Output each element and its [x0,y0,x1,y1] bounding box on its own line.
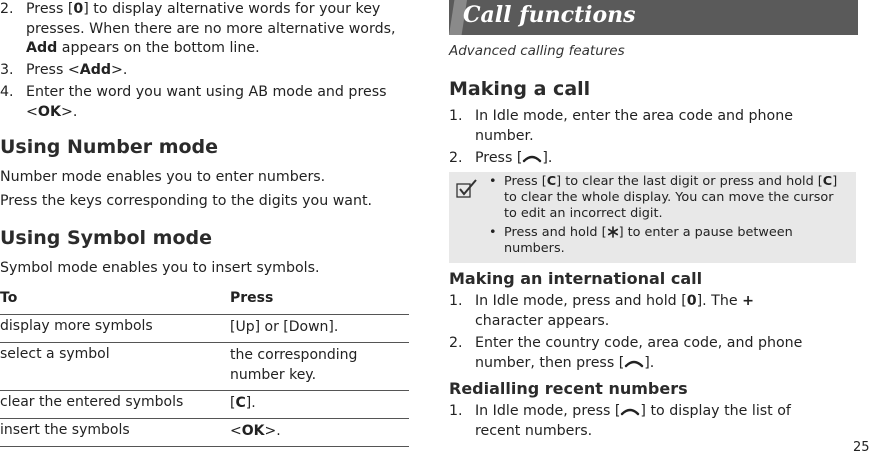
step-text: Press [0] to display alternative words for your key presses. When there are no more alternative words, Add appears on the bottom line. [26,1,396,56]
step-text: In Idle mode, press and hold [0]. The + character appears. [475,293,754,329]
note-box [449,172,856,263]
checkmark-icon [456,178,478,198]
number-mode-heading: Using Number mode [0,136,219,158]
table-row [0,390,409,411]
step-number: 2. [449,150,463,166]
table-cell-press: <OK>. [230,423,281,439]
note-item: • Press [C] to clear the last digit or press and hold [C] to clear the whole display. You can move the cursor to edit an incorrect digit. [489,174,838,222]
international-heading: Making an international call [449,269,703,288]
table-cell-press: [Up] or [Down]. [230,319,339,335]
making-call-heading: Making a call [449,78,591,100]
step-number: 2. [0,1,14,17]
symbol-mode-heading: Using Symbol mode [0,227,212,249]
note-item: • Press and hold [ ] to enter a pause between numbers. [489,224,793,256]
number-mode-desc: Number mode enables you to enter numbers. [0,169,326,185]
table-row [0,418,409,439]
note-list [489,174,849,259]
table-row [0,342,409,383]
banner-title: Call functions [463,2,636,28]
table-cell-press: [C]. [230,395,256,411]
star-key-icon [607,226,619,238]
table-cell-to: clear the entered symbols [0,394,184,410]
step-text: Press <Add>. [26,62,128,78]
symbol-mode-desc: Symbol mode enables you to insert symbols. [0,260,320,276]
section-subtitle: Advanced calling features [449,43,625,59]
table-header-to: To [0,290,18,306]
step-text: In Idle mode, enter the area code and phone number. [475,108,793,144]
step-number: 1. [449,293,463,309]
table-cell-press: the corresponding number key. [230,347,358,383]
send-key-icon [624,357,644,369]
step-number: 1. [449,403,463,419]
redial-heading: Redialling recent numbers [449,379,688,398]
table-header-press: Press [230,290,274,306]
step-text: In Idle mode, press [ ] to display the list of recent numbers. [475,403,791,439]
step-number: 3. [0,62,14,78]
number-mode-instruction: Press the keys corresponding to the digits you want. [0,193,373,209]
step-number: 4. [0,84,14,100]
section-banner [449,0,858,35]
table-cell-to: select a symbol [0,346,110,362]
page-number: 25 [853,440,870,455]
table-cell-to: display more symbols [0,318,153,334]
step-number: 2. [449,335,463,351]
table-cell-to: insert the symbols [0,422,130,438]
table-bottom-rule [0,446,409,447]
send-key-icon [522,152,542,164]
step-number: 1. [449,108,463,124]
step-text: Enter the word you want using AB mode and press <OK>. [26,84,387,120]
table-row [0,314,409,335]
step-text: Press [ ]. [475,150,553,166]
step-text: Enter the country code, area code, and phone number, then press [ ]. [475,335,803,371]
send-key-icon [620,405,640,417]
